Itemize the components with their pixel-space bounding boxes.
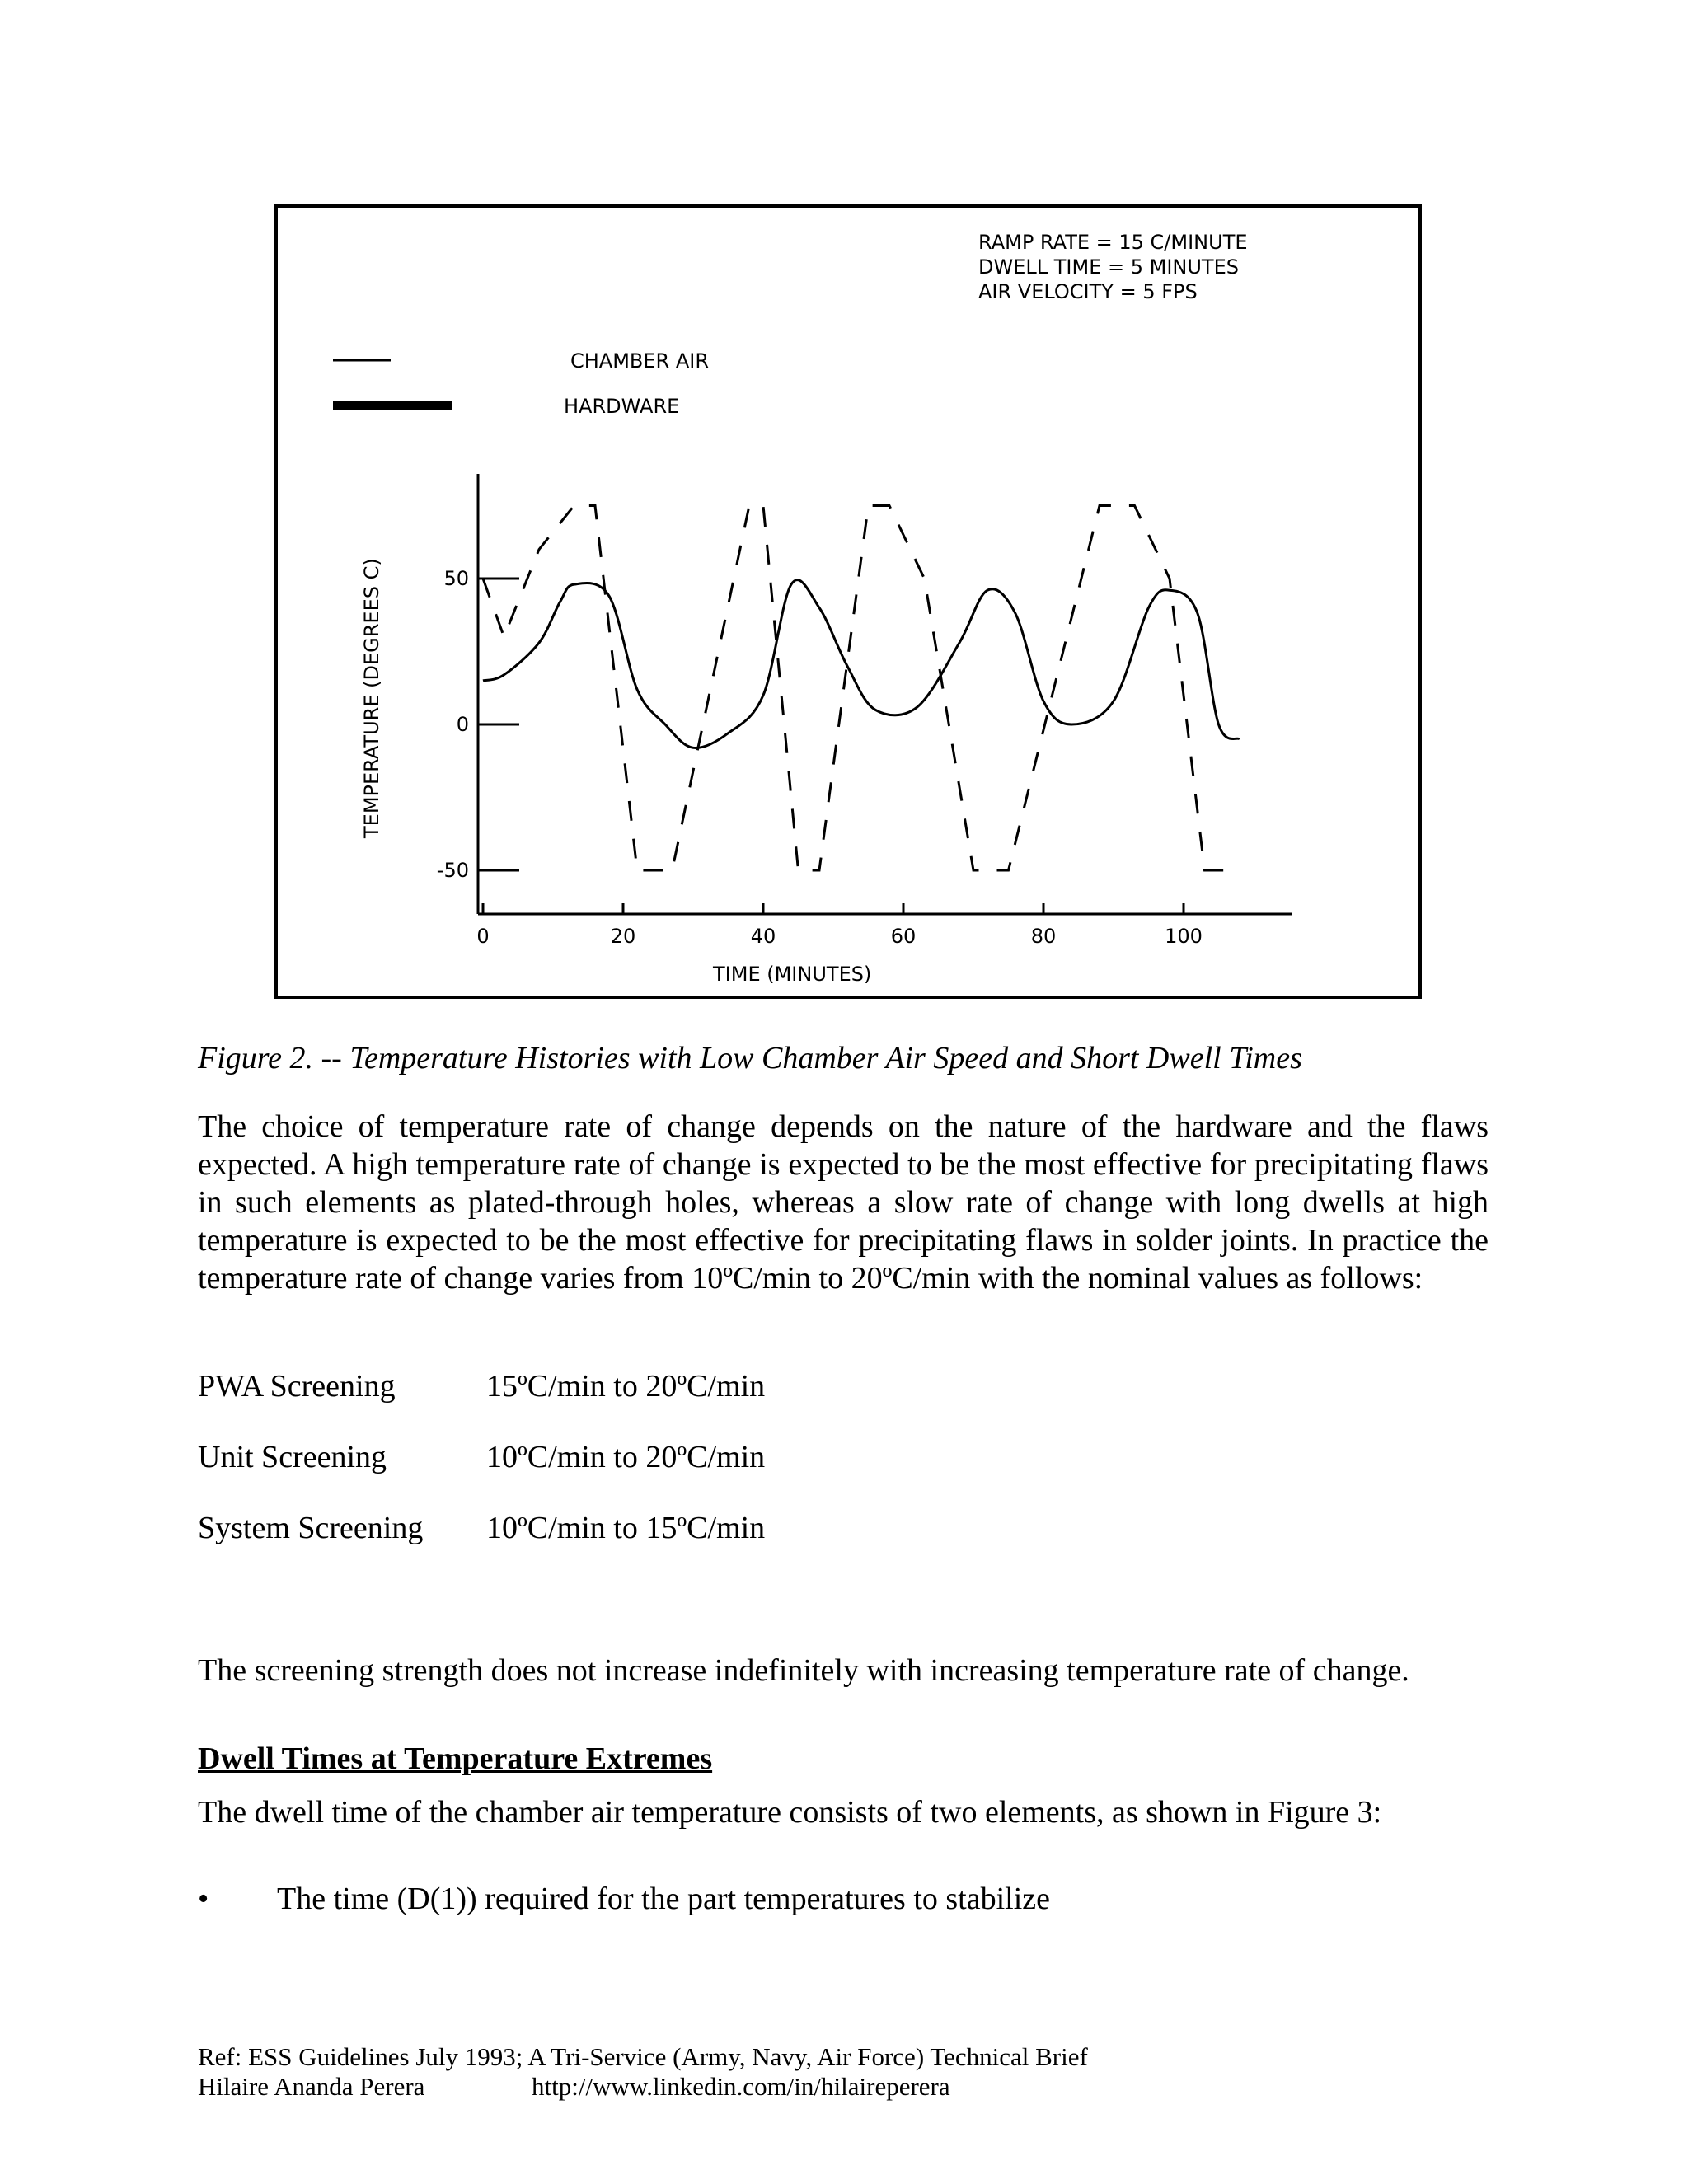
- rate-value: 15ºC/min to 20ºC/min: [486, 1369, 766, 1404]
- bullet-text: The time (D(1)) required for the part temperatures to stabilize: [277, 1882, 1050, 1916]
- figure-2-chart: [274, 204, 1422, 999]
- footer-author-line: [198, 2072, 950, 2102]
- footer-author: Hilaire Ananda Perera: [198, 2072, 425, 2101]
- x-tick-label: 100: [1165, 925, 1203, 948]
- x-tick-label: 80: [1030, 925, 1057, 948]
- rate-label: System Screening: [198, 1511, 424, 1545]
- y-tick-label: 50: [443, 567, 469, 590]
- rate-value: 10ºC/min to 15ºC/min: [486, 1511, 766, 1545]
- y-tick-label: -50: [436, 859, 469, 882]
- x-tick-label: 0: [476, 925, 490, 948]
- x-tick-label: 60: [890, 925, 917, 948]
- x-ticks: [476, 903, 1203, 948]
- param-dwell-time: DWELL TIME = 5 MINUTES: [978, 255, 1239, 279]
- temperature-chart-svg: [278, 208, 1418, 996]
- series-group: [483, 506, 1240, 871]
- x-tick-label: 20: [610, 925, 636, 948]
- footer-url-link[interactable]: http://www.linkedin.com/in/hilaireperera: [532, 2072, 950, 2101]
- param-air-velocity: AIR VELOCITY = 5 FPS: [978, 280, 1198, 303]
- legend-hardware-label: HARDWARE: [564, 395, 680, 418]
- paragraph-screening-strength: The screening strength does not increase indefinitely with increasing temperature rate of change.: [198, 1653, 1409, 1688]
- legend-chamber-air-label: CHAMBER AIR: [570, 349, 710, 373]
- section-heading-dwell-times: Dwell Times at Temperature Extremes: [198, 1741, 713, 1776]
- x-axis-label: TIME (MINUTES): [713, 963, 872, 986]
- paragraph-dwell-time: The dwell time of the chamber air temperature consists of two elements, as shown in Figure 3:: [198, 1795, 1382, 1830]
- footer-reference: Ref: ESS Guidelines July 1993; A Tri-Service (Army, Navy, Air Force) Technical Brief: [198, 2042, 1088, 2071]
- rate-value: 10ºC/min to 20ºC/min: [486, 1440, 766, 1474]
- bullet-mark: •: [198, 1882, 209, 1916]
- param-ramp-rate: RAMP RATE = 15 C/MINUTE: [978, 231, 1248, 254]
- y-tick-label: 0: [456, 713, 469, 736]
- figure-caption: Figure 2. -- Temperature Histories with Low Chamber Air Speed and Short Dwell Times: [198, 1041, 1302, 1076]
- series-hardware-line: [483, 580, 1240, 748]
- paragraph-rate-of-change: The choice of temperature rate of change depends on the nature of the hardware and the flaws expected. A high temperature rate of change is expected to be the most effective for precipitating flaws in such elements as plated-through holes, whereas a slow rate of change with long dwells at high temperature is expected to be the most effective for precipitating flaws in solder joints. In practice the temperature rate of change varies from 10ºC/min to 20ºC/min with the nominal values as follows:: [198, 1109, 1489, 1296]
- x-tick-label: 40: [750, 925, 776, 948]
- rate-label: PWA Screening: [198, 1369, 396, 1404]
- rate-label: Unit Screening: [198, 1440, 387, 1474]
- y-axis-label: TEMPERATURE (DEGREES C): [360, 558, 383, 838]
